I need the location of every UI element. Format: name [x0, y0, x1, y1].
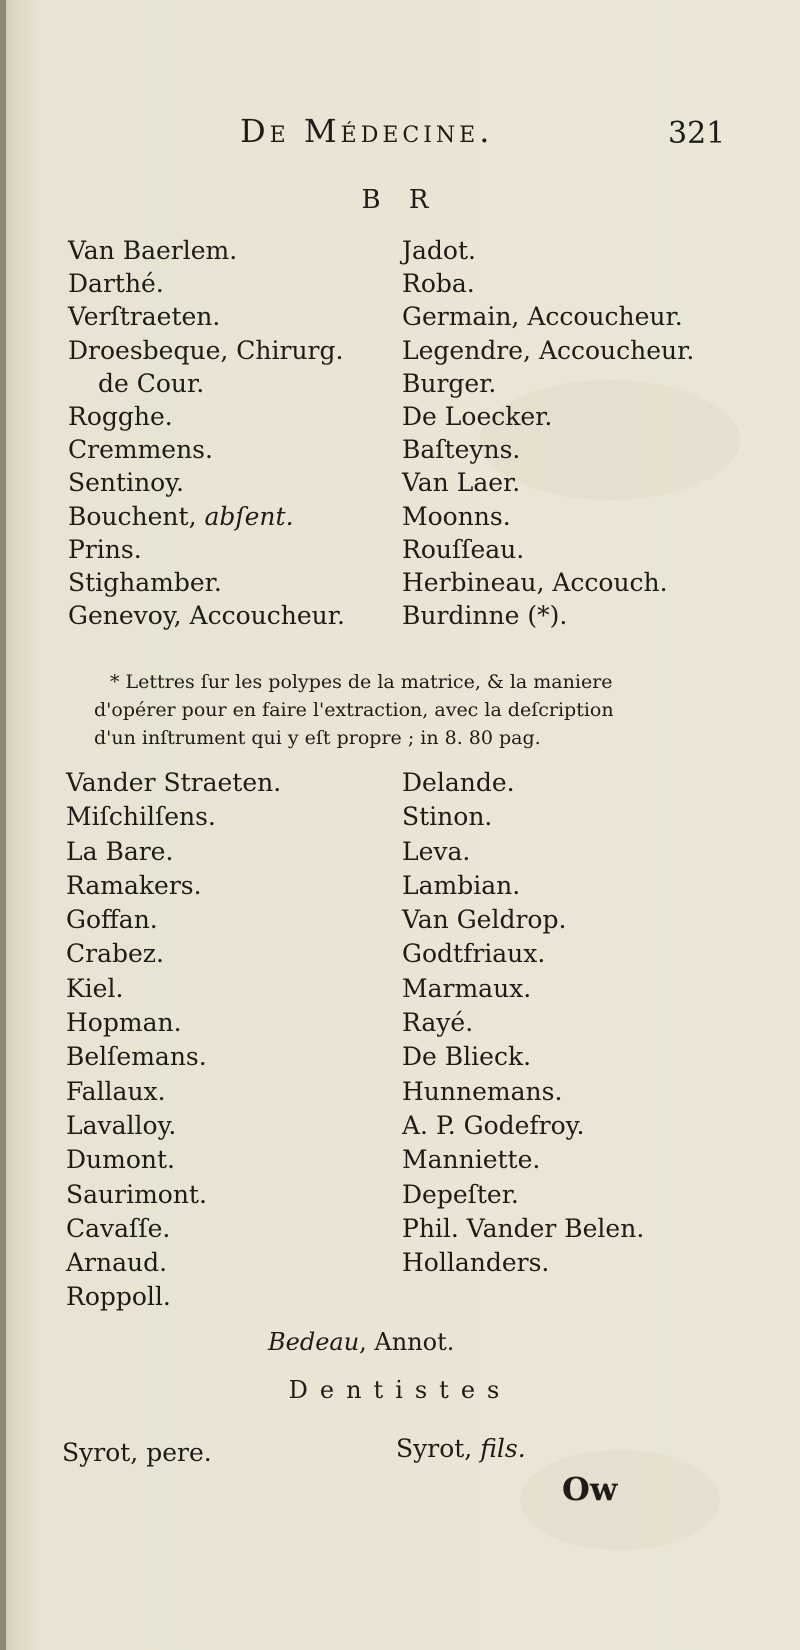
list-item: Cremmens. — [68, 435, 213, 465]
list-item: Hunnemans. — [402, 1076, 563, 1106]
list-item: Van Laer. — [402, 468, 521, 498]
footnote-line: d'un inſtrument qui y eſt propre ; in 8. 80 pag. — [94, 727, 541, 749]
list-item: Stinon. — [402, 802, 493, 832]
dentist-right-suffix: fils. — [480, 1434, 526, 1463]
name-column-left-2 — [66, 766, 281, 1315]
list-item: Stighamber. — [68, 567, 222, 597]
list-item: Rouſſeau. — [402, 534, 525, 564]
beadle-role: Bedeau — [268, 1328, 360, 1356]
list-item: Darthé. — [68, 269, 164, 299]
list-item: Ramakers. — [66, 870, 202, 900]
dentist-right-name: Syrot, — [396, 1434, 473, 1463]
list-item: Delande. — [402, 768, 515, 797]
absent-note: abſent. — [204, 501, 294, 531]
list-item: Baſteyns. — [402, 435, 521, 465]
dentists-heading: Dentistes — [288, 1376, 512, 1404]
list-item: Kiel. — [66, 973, 124, 1003]
dentist-left: Syrot, pere. — [62, 1438, 212, 1467]
list-item: Rogghe. — [68, 401, 173, 431]
list-item: Roppoll. — [66, 1282, 171, 1312]
name-column-right-1 — [402, 234, 694, 632]
list-item: Arnaud. — [66, 1248, 168, 1278]
list-item: Hollanders. — [402, 1248, 550, 1278]
list-item: Roba. — [402, 269, 475, 299]
list-item: Genevoy, Accoucheur. — [68, 601, 345, 631]
list-item: Hopman. — [66, 1008, 182, 1038]
list-item: Crabez. — [66, 939, 164, 969]
list-item: Jadot. — [402, 236, 476, 265]
list-item: Godtfriaux. — [402, 939, 546, 969]
list-item: Prins. — [68, 534, 142, 564]
list-item: Van Geldrop. — [402, 905, 567, 935]
list-item: La Bare. — [66, 836, 174, 866]
list-item: Fallaux. — [66, 1076, 166, 1106]
name-column-right-2 — [402, 766, 644, 1280]
list-item: Lambian. — [402, 870, 521, 900]
list-item: Miſchilſens. — [66, 802, 216, 832]
running-title: De Médecine. — [240, 112, 494, 150]
beadle-name: , Annot. — [359, 1328, 455, 1356]
dentist-right — [396, 1434, 526, 1463]
list-item-name: Bouchent, — [68, 501, 197, 531]
list-item: Legendre, Accoucheur. — [402, 335, 695, 365]
page-header — [0, 112, 800, 162]
list-item: De Blieck. — [402, 1042, 532, 1072]
list-item: Germain, Accoucheur. — [402, 302, 683, 332]
list-item: Manniette. — [402, 1145, 541, 1175]
list-item: Burger. — [402, 368, 497, 398]
paper-stain — [520, 1450, 720, 1550]
list-item: Moonns. — [402, 501, 511, 531]
list-item: Depeſter. — [402, 1179, 519, 1209]
list-item: Verſtraeten. — [68, 302, 221, 332]
page-number: 321 — [668, 116, 726, 151]
list-item: Dumont. — [66, 1145, 175, 1175]
footnote-line: d'opérer pour en faire l'extraction, avec la deſcription — [94, 699, 614, 721]
list-item — [68, 500, 345, 533]
list-item: de Cour. — [98, 368, 205, 398]
list-item: Goffan. — [66, 905, 158, 935]
list-item: Herbineau, Accouch. — [402, 567, 668, 597]
section-letters: B R — [361, 185, 439, 215]
list-item: Vander Straeten. — [66, 768, 282, 797]
footnote-line: * Lettres ſur les polypes de la matrice, & la maniere — [110, 671, 613, 693]
catchword: Ow — [562, 1470, 618, 1508]
list-item: Lavalloy. — [66, 1110, 177, 1140]
list-item: Saurimont. — [66, 1179, 207, 1209]
list-item: Rayé. — [402, 1008, 474, 1038]
footnote — [70, 668, 750, 752]
list-item: Burdinne (*). — [402, 601, 568, 631]
list-item: De Loecker. — [402, 401, 553, 431]
list-item: Belſemans. — [66, 1042, 207, 1072]
list-item: Leva. — [402, 836, 471, 866]
beadle-line — [268, 1328, 454, 1356]
list-item: Sentinoy. — [68, 468, 184, 498]
list-item: A. P. Godefroy. — [402, 1110, 585, 1140]
list-item: Droesbeque, Chirurg. — [68, 335, 344, 365]
list-item: Van Baerlem. — [68, 236, 238, 265]
list-item: Phil. Vander Belen. — [402, 1213, 645, 1243]
list-item: Marmaux. — [402, 973, 532, 1003]
name-column-left-1 — [68, 234, 345, 632]
list-item: Cavaſſe. — [66, 1213, 171, 1243]
